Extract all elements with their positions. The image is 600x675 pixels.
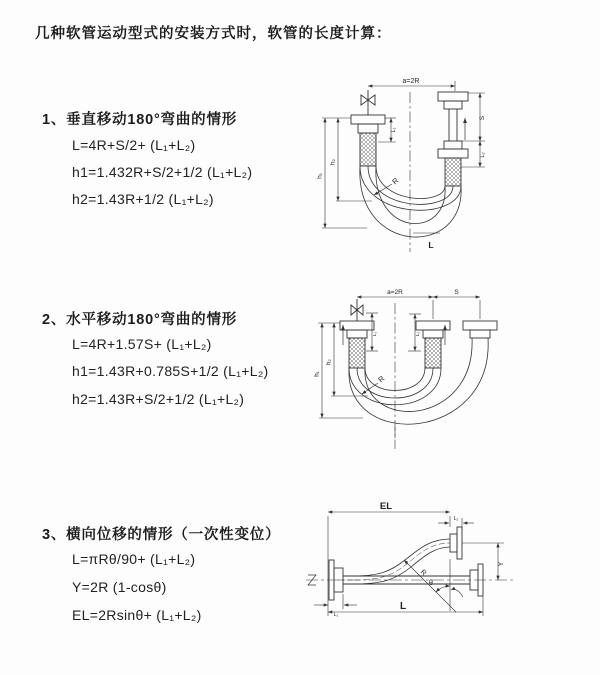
flange-right: [463, 321, 497, 338]
dim-label-fit-mid: L₂: [416, 331, 421, 337]
valve-icon: [361, 90, 375, 115]
left-flange: [351, 115, 385, 133]
section-1-formula-h2: h2=1.43R+1/2 (L₁+L₂): [72, 191, 214, 207]
dim-label-length: L: [399, 601, 407, 612]
valve-icon: [351, 299, 363, 321]
dim-label-length: L: [428, 240, 434, 250]
section-3-formula-Y: Y=2R (1-cosθ): [72, 579, 167, 595]
dimension-lines: [322, 81, 485, 233]
s-curve-hose: [338, 539, 450, 584]
section-1-formula-h1: h1=1.432R+S/2+1/2 (L₁+L₂): [72, 164, 253, 180]
dim-label-span: a=2R: [387, 289, 403, 296]
upper-flange: [450, 527, 462, 559]
dim-label-span: a=2R: [402, 78, 420, 85]
diagram-lateral-displacement: [298, 498, 600, 640]
page-title: 几种软管运动型式的安装方式时，软管的长度计算：: [35, 26, 392, 42]
dim-label-radius: R: [418, 568, 428, 578]
dim-label-h1: h₁: [314, 371, 321, 377]
dim-label-fit-right: L₂: [480, 152, 486, 158]
section-2-formula-h1: h1=1.43R+0.785S+1/2 (L₁+L₂): [72, 363, 269, 379]
section-1-heading: 1、垂直移动180°弯曲的情形: [42, 112, 238, 128]
dim-label-offset: Y: [498, 561, 505, 567]
hose-braid-right: [445, 158, 461, 186]
flange-left: [340, 321, 374, 338]
dim-label-h2: h₂: [329, 158, 337, 166]
dim-label-radius: R: [376, 373, 387, 385]
dim-label-angle: θ: [429, 580, 433, 587]
dim-label-stroke: S: [454, 289, 459, 296]
section-3-formula-EL: EL=2Rsinθ+ (L₁+L₂): [72, 607, 202, 623]
dim-label-fit-left: L₁: [333, 612, 339, 618]
section-2-formula-h2: h2=1.43R+S/2+1/2 (L₁+L₂): [72, 391, 245, 407]
dim-label-fit-left: L₁: [373, 331, 378, 337]
hose-braid-left: [360, 133, 376, 166]
dim-label-fit-left: L₁: [391, 127, 397, 133]
dimension-lines: [318, 297, 480, 418]
dim-label-fit-top: L₂: [453, 516, 459, 522]
right-pipe-flanges: [438, 92, 468, 158]
dimension-lines: [314, 512, 504, 616]
section-1-formula-L: L=4R+S/2+ (L₁+L₂): [72, 137, 196, 153]
dim-label-el: EL: [379, 501, 393, 512]
dim-label-h2: h₂: [326, 359, 333, 365]
hose-braid-left: [349, 338, 365, 368]
dim-label-h1: h₁: [316, 173, 324, 179]
section-2-formula-L: L=4R+1.57S+ (L₁+L₂): [72, 336, 212, 352]
diagram-horizontal-180-bend: [308, 281, 600, 463]
hose-braid-middle: [425, 338, 441, 368]
dim-label-stroke: S: [479, 115, 486, 121]
section-3-heading: 3、横向位移的情形（一次性变位）: [42, 527, 281, 543]
diagram-vertical-180-bend: [310, 70, 600, 262]
section-2-heading: 2、水平移动180°弯曲的情形: [42, 312, 238, 328]
dim-label-radius: R: [390, 175, 401, 187]
section-3-formula-L: L=πRθ/90+ (L₁+L₂): [72, 551, 196, 567]
